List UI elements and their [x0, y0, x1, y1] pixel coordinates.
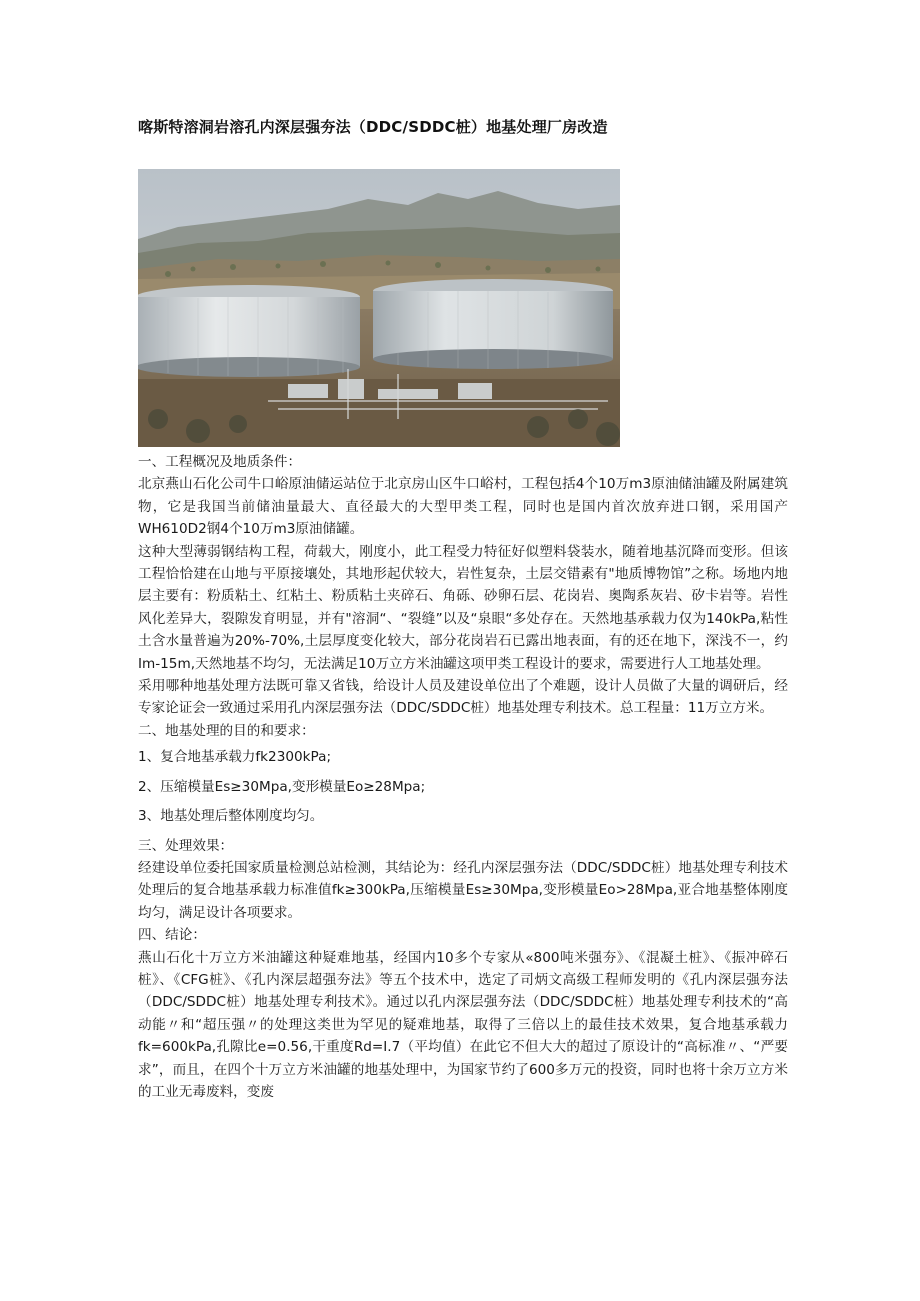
section-heading-4: 四、结论：: [138, 927, 206, 944]
section-heading-2: 二、地基处理的目的和要求：: [138, 722, 315, 739]
paragraph-method-selection: 采用哪种地基处理方法既可靠又省钱，给设计人员及建设单位出了个难题，设计人员做了大量的调研后，经专家论证会一致通过采用孔内深层强夯法（DDC/SDDC桩）地基处理专利技术。总工程量：11万立方米。: [138, 678, 788, 717]
document-title: 喀斯特溶洞岩溶孔内深层强夯法（DDC/SDDC桩）地基处理厂房改造: [138, 118, 608, 136]
paragraph-treatment-results: 经建设单位委托国家质量检测总站检测，其结论为：经孔内深层强夯法（DDC/SDDC桩）地基处理专利技术处理后的复合地基承载力标准值fk≥300kPa,压缩模量Es≥30Mpa,变形模量Eo>28Mpa,亚合地基整体刚度均匀，满足设计各项要求。: [138, 859, 788, 921]
requirement-item-2: 2、压缩模量Es≥30Mpa,变形模量Eo≥28Mpa;: [138, 778, 426, 795]
requirement-item-3: 3、地基处理后整体刚度均匀。: [138, 808, 324, 825]
section-heading-3: 三、处理效果：: [138, 837, 234, 854]
paragraph-conclusion: 燕山石化十万立方米油罐这种疑难地基，经国内10多个专家从«800吨米强夯》、《混凝土桩》、《振冲碎石桩》、《CFG桩》、《孔内深层超强夯法》等五个技术中，选定了司炳文高级工程师发明的《孔内深层强夯法（DDC/SDDC桩）地基处理专利技术》。通过以孔内深层强夯法（DDC/SDDC桩）地基处理专利技术的“高动能〃和“超压强〃的处理这类世为罕见的疑难地基，取得了三倍以上的最佳技术效果，复合地基承载力fk=600kPa,孔隙比e=0.56,干重度Rd=I.7（平均值）在此它不但大大的超过了原设计的“高标准〃、“严要求”，而且，在四个十万立方米油罐的地基处理中，为国家节约了600多万元的投资，同时也将十余万立方米的工业无毒废料，变废: [138, 949, 788, 1100]
oil-storage-tanks-photo: [138, 169, 620, 447]
document-page: [138, 116, 788, 1103]
section-heading-1: 一、工程概况及地质条件：: [138, 454, 302, 470]
paragraph-geology: 这种大型薄弱钢结构工程，荷载大，刚度小，此工程受力特征好似塑料袋装水，随着地基沉降而变形。但该工程恰恰建在山地与平原接壤处，其地形起伏较大，岩性复杂，土层交错素有"地质博物馆”之称。场地内地层主要有：粉质粘土、红粘土、粉质粘土夹碎石、角砾、砂卵石层、花岗岩、奥陶系灰岩、矽卡岩等。岩性风化差异大，裂隙发育明显，并有"溶洞“、“裂缝”以及“泉眼“多处存在。天然地基承载力仅为140kPa,粘性土含水量普遍为20%-70%,土层厚度变化较大，部分花岗岩石已露出地表面，有的还在地下，深浅不一，约Im-15m,天然地基不均匀，无法满足10万立方米油罐这项甲类工程设计的要求，需要进行人工地基处理。: [138, 543, 788, 672]
paragraph-project-overview: 北京燕山石化公司牛口峪原油储运站位于北京房山区牛口峪村，工程包括4个10万m3原油储油罐及附属建筑物，它是我国当前储油量最大、直径最大的大型甲类工程，同时也是国内首次放弃进口钢，采用国产WH610D2钢4个10万m3原油储罐。: [138, 476, 788, 538]
requirement-item-1: 1、复合地基承载力fk2300kPa;: [138, 749, 332, 766]
